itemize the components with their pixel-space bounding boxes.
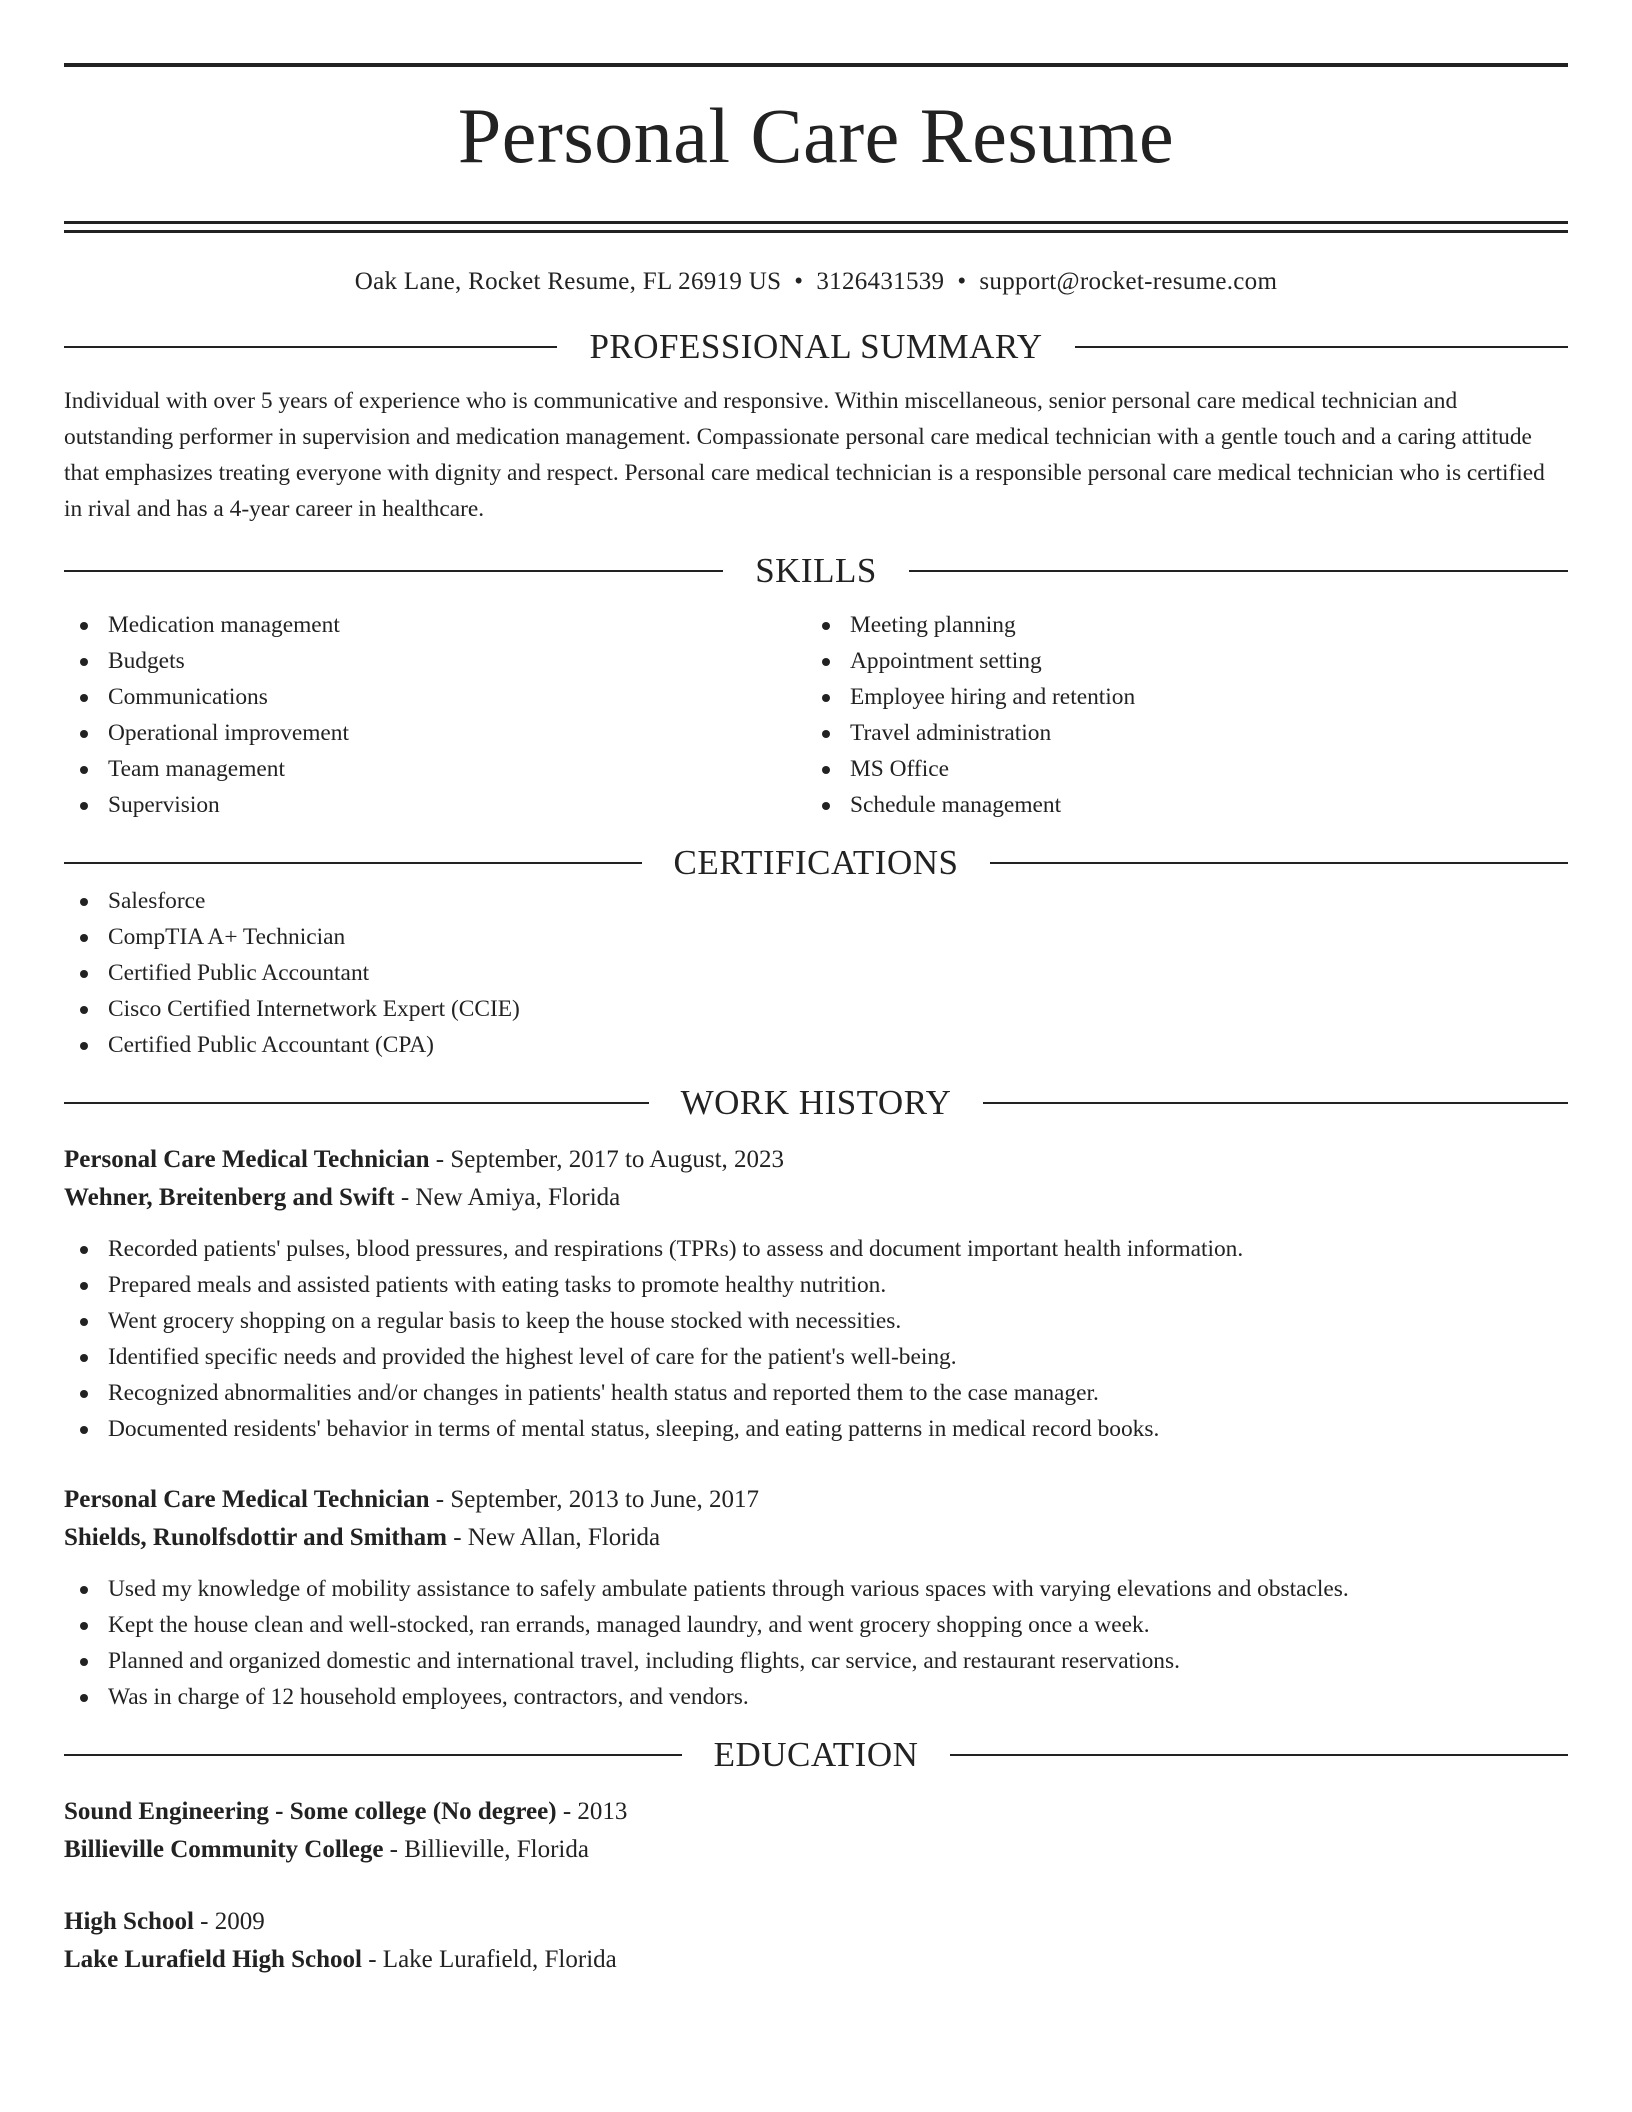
job-title: Personal Care Medical Technician: [64, 1145, 430, 1173]
job-location: - New Amiya, Florida: [394, 1183, 621, 1211]
education-year: - 2009: [193, 1907, 265, 1935]
job-duties-list: [64, 1231, 1568, 1447]
job-duty-item: Planned and organized domestic and international travel, including flights, car service, and restaurant reservations.: [64, 1643, 1568, 1679]
heading-rule-left: [64, 862, 642, 864]
job-duty-item: Kept the house clean and well-stocked, ran errands, managed laundry, and went grocery shopping once a week.: [64, 1607, 1568, 1643]
job-location: - New Allan, Florida: [446, 1523, 661, 1551]
section-heading-skills: [64, 551, 1568, 591]
education-school-line: [64, 1831, 1568, 1869]
skill-item: Communications: [64, 679, 806, 715]
skills-column-left: [64, 607, 806, 823]
job-duty-item: Prepared meals and assisted patients with eating tasks to promote healthy nutrition.: [64, 1267, 1568, 1303]
job-company: Wehner, Breitenberg and Swift: [64, 1183, 395, 1211]
section-title: WORK HISTORY: [680, 1082, 952, 1122]
certification-item: Certified Public Accountant (CPA): [64, 1027, 1568, 1063]
heading-rule-right: [950, 1754, 1568, 1756]
job-duty-item: Identified specific needs and provided the highest level of care for the patient's well-being.: [64, 1339, 1568, 1375]
job-company-line: [64, 1519, 1568, 1557]
job-company-line: [64, 1179, 1568, 1217]
education-entry: [64, 1903, 1568, 1979]
education-degree-line: [64, 1793, 1568, 1831]
job-title-line: [64, 1481, 1568, 1519]
heading-rule-right: [1075, 346, 1568, 348]
job-duties-list: [64, 1571, 1568, 1715]
skill-item: Appointment setting: [806, 643, 1548, 679]
resume-title: Personal Care Resume: [457, 92, 1175, 179]
education-school-line: [64, 1941, 1568, 1979]
summary-text: Individual with over 5 years of experience who is communicative and responsive. Within miscellaneous, senior personal care medical technician and outstanding performer in supervision and medication management. Compassionate personal care medical technician with a gentle touch and a caring attitude that emphasizes treating everyone with dignity and respect. Personal care medical technician is a responsible personal care medical technician who is certified in rival and has a 4-year career in healthcare.: [64, 388, 1545, 523]
skill-item: Budgets: [64, 643, 806, 679]
job-company: Shields, Runolfsdottir and Smitham: [64, 1523, 447, 1551]
skills-column-right: [806, 607, 1548, 823]
certification-item: CompTIA A+ Technician: [64, 919, 1568, 955]
skill-item: Medication management: [64, 607, 806, 643]
heading-rule-right: [909, 570, 1568, 572]
education-degree: Sound Engineering - Some college (No degree): [64, 1797, 557, 1825]
heading-rule-left: [64, 570, 723, 572]
education-location: - Lake Lurafield, Florida: [361, 1945, 617, 1973]
contact-address: Oak Lane, Rocket Resume, FL 26919 US: [354, 268, 782, 296]
certifications-list: [64, 883, 1568, 1063]
skill-item: Team management: [64, 751, 806, 787]
contact-line: [64, 267, 1568, 297]
skill-item: Operational improvement: [64, 715, 806, 751]
certification-item: Salesforce: [64, 883, 1568, 919]
skill-item: Employee hiring and retention: [806, 679, 1548, 715]
job-duty-item: Documented residents' behavior in terms of mental status, sleeping, and eating patterns in medical record books.: [64, 1411, 1568, 1447]
top-rule: [64, 63, 1568, 67]
job-title-line: [64, 1141, 1568, 1179]
job-dates: - September, 2017 to August, 2023: [429, 1145, 785, 1173]
job-entry: [64, 1481, 1568, 1715]
resume-page: [64, 0, 1568, 1979]
contact-email: support@rocket-resume.com: [979, 268, 1278, 296]
education-school: Billieville Community College: [64, 1835, 384, 1863]
heading-rule-left: [64, 346, 557, 348]
job-duty-item: Recorded patients' pulses, blood pressures, and respirations (TPRs) to assess and document important health information.: [64, 1231, 1568, 1267]
contact-separator: •: [957, 268, 967, 296]
skill-item: Travel administration: [806, 715, 1548, 751]
job-title: Personal Care Medical Technician: [64, 1485, 430, 1513]
certification-item: Cisco Certified Internetwork Expert (CCIE): [64, 991, 1568, 1027]
section-heading-certifications: [64, 843, 1568, 883]
section-title: EDUCATION: [713, 1734, 919, 1774]
section-heading-education: [64, 1735, 1568, 1775]
heading-rule-right: [983, 1102, 1568, 1104]
skill-item: Meeting planning: [806, 607, 1548, 643]
contact-separator: •: [794, 268, 804, 296]
heading-rule-right: [990, 862, 1568, 864]
job-duty-item: Recognized abnormalities and/or changes in patients' health status and reported them to the case manager.: [64, 1375, 1568, 1411]
education-school: Lake Lurafield High School: [64, 1945, 362, 1973]
section-title: SKILLS: [755, 550, 877, 590]
section-title: CERTIFICATIONS: [673, 842, 959, 882]
job-dates: - September, 2013 to June, 2017: [429, 1485, 760, 1513]
heading-rule-left: [64, 1754, 682, 1756]
job-duty-item: Went grocery shopping on a regular basis to keep the house stocked with necessities.: [64, 1303, 1568, 1339]
education-location: - Billieville, Florida: [383, 1835, 589, 1863]
section-heading-summary: [64, 327, 1568, 367]
education-year: - 2013: [556, 1797, 628, 1825]
section-title: PROFESSIONAL SUMMARY: [589, 327, 1043, 367]
heading-rule-left: [64, 1102, 649, 1104]
job-entry: [64, 1141, 1568, 1447]
skills-list: [64, 607, 1568, 823]
education-entry: [64, 1793, 1568, 1869]
education-degree: High School: [64, 1907, 194, 1935]
skill-item: Supervision: [64, 787, 806, 823]
job-duty-item: Used my knowledge of mobility assistance to safely ambulate patients through various spaces with varying elevations and obstacles.: [64, 1571, 1568, 1607]
job-duty-item: Was in charge of 12 household employees, contractors, and vendors.: [64, 1679, 1568, 1715]
certification-item: Certified Public Accountant: [64, 955, 1568, 991]
skill-item: MS Office: [806, 751, 1548, 787]
education-degree-line: [64, 1903, 1568, 1941]
contact-phone: 3126431539: [816, 268, 945, 296]
section-heading-work-history: [64, 1083, 1568, 1123]
skill-item: Schedule management: [806, 787, 1548, 823]
title-double-rule: [64, 221, 1568, 233]
